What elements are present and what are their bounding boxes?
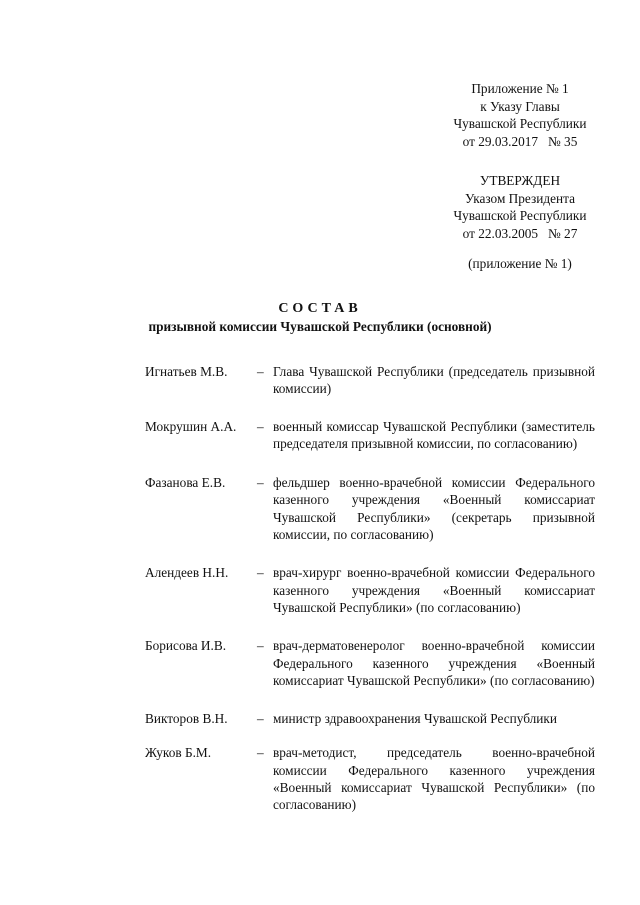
approved-line-3: Чувашской Республики bbox=[453, 208, 587, 223]
member-dash: – bbox=[257, 745, 264, 761]
approval-stamp bbox=[440, 172, 600, 242]
member-row bbox=[145, 710, 595, 727]
member-name: Викторов В.Н. bbox=[145, 711, 228, 727]
member-row bbox=[145, 474, 595, 543]
attachment-line-4: от 29.03.2017 № 35 bbox=[462, 133, 578, 149]
member-row bbox=[145, 418, 595, 453]
attachment-line-1: Приложение № 1 bbox=[471, 81, 569, 96]
title-subtitle: призывной комиссии Чувашской Республики (основной) bbox=[148, 319, 492, 334]
member-dash: – bbox=[257, 711, 264, 727]
member-row bbox=[145, 564, 595, 616]
member-role: военный комиссар Чувашской Республики (заместитель председателя призывной комиссии, по согласованию) bbox=[273, 418, 595, 451]
member-row bbox=[145, 744, 595, 813]
member-role: врач-хирург военно-врачебной комиссии Федерального казенного учреждения «Военный комиссариат Чувашской Республики» (по согласованию) bbox=[273, 565, 595, 615]
member-name: Фазанова Е.В. bbox=[145, 475, 226, 491]
member-name: Алендеев Н.Н. bbox=[145, 565, 229, 581]
approved-line-4: от 22.03.2005 № 27 bbox=[462, 225, 578, 241]
member-name: Игнатьев М.В. bbox=[145, 364, 228, 379]
member-name: Мокрушин А.А. bbox=[145, 418, 237, 434]
member-dash: – bbox=[257, 418, 264, 434]
member-row bbox=[145, 363, 595, 398]
approved-line-2: Указом Президента bbox=[464, 190, 576, 206]
member-dash: – bbox=[257, 364, 264, 379]
member-role: фельдшер военно-врачебной комиссии Федерального казенного учреждения «Военный комиссариат Чувашской Республики» (секретарь призывной комиссии, по согласованию) bbox=[273, 475, 595, 543]
title-main: СОСТАВ bbox=[278, 301, 362, 316]
member-role: министр здравоохранения Чувашской Республики bbox=[273, 711, 557, 727]
member-row bbox=[145, 637, 595, 689]
member-dash: – bbox=[257, 475, 264, 491]
document-title bbox=[100, 300, 540, 336]
approved-line-1: УТВЕРЖДЕН bbox=[479, 173, 561, 188]
attachment-line-2: к Указу Главы bbox=[480, 98, 560, 114]
member-dash: – bbox=[257, 638, 264, 654]
members-list bbox=[145, 363, 595, 814]
attachment-header bbox=[440, 80, 600, 150]
member-role: Глава Чувашской Республики (председатель призывной комиссии) bbox=[273, 364, 595, 397]
member-dash: – bbox=[257, 565, 264, 581]
member-name: Жуков Б.М. bbox=[145, 745, 212, 761]
member-role: врач-дерматовенеролог военно-врачебной комиссии Федерального казенного учреждения «Военный комиссариат Чувашской Республики» (по согласованию) bbox=[273, 638, 595, 688]
member-name: Борисова И.В. bbox=[145, 638, 227, 654]
appendix-note: (приложение № 1) bbox=[468, 256, 572, 271]
member-role: врач-методист, председатель военно-врачебной комиссии Федерального казенного учреждения «Военный комиссариат Чувашской Республики» (по согласованию) bbox=[273, 745, 595, 813]
attachment-line-3: Чувашской Республики bbox=[453, 116, 587, 131]
